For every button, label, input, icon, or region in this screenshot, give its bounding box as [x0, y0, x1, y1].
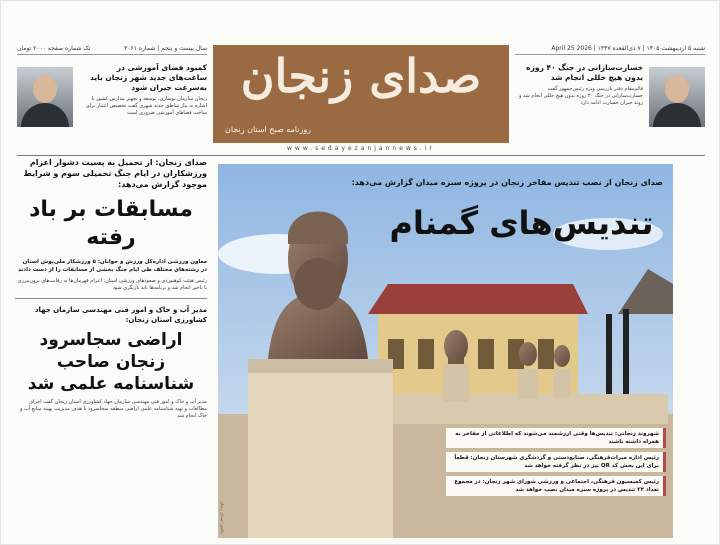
caption-item: رئیس کمیسیون فرهنگی، اجتماعی و ورزشی شورای شهر زنجان: در مجموع تعداد ۲۴ تندیس در پروژه سبزه میدان نصب خواهد شد — [446, 476, 666, 496]
teaser-left-headline: کمبود فضای آموزشی در ساعت‌های جدید شهر زنجان باید به‌سرعت جبران شود — [89, 63, 207, 92]
masthead-left-info — [17, 45, 207, 55]
teaser-left-photo — [17, 67, 73, 127]
caption-item: رئیس اداره میراث‌فرهنگی، صنایع‌دستی و گردشگری شهرستان زنجان: قطعاً برای این بخش کد QR نیز در نظر گرفته خواهد شد — [446, 452, 666, 472]
teaser-right — [515, 63, 705, 133]
caption-item: شهروند زنجانی: تندیس‌ها وقتی ارزشمند می‌شوند که اطلاعاتی از مفاخر به همراه داشته باشند — [446, 428, 666, 448]
column-divider — [15, 298, 207, 299]
main-story-kicker: صدای زنجان از نصب تندیس مفاخر زنجان در پروژه سبزه میدان گزارش می‌دهد: — [351, 178, 663, 187]
site-url: www.sedayezanjannews.ir — [287, 145, 435, 152]
newspaper-logo — [213, 45, 509, 143]
second-story-kicker: مدیر آب و خاک و امور فنی مهندسی سازمان جهاد کشاورزی استان زنجان: — [34, 306, 207, 324]
masthead — [17, 37, 705, 152]
teaser-right-body: قائم‌مقام دفتر بازرسی ویژه رئیس‌جمهور گفت خسارت‌سازانی در جنگ ۴۰ روزه بدون هیچ خللی انجام شد و روند جبران خسارت ادامه دارد — [518, 86, 643, 106]
main-story-title: تندیس‌های گمنام — [389, 204, 654, 242]
left-column — [15, 157, 207, 537]
second-story-body: مدیر آب و خاک و امور فنی مهندسی سازمان جهاد کشاورزی استان زنجان گفت اجرای مطالعات و تهیه شناسنامه علمی اراضی منطقه سجاسرود با هدف مدیریت بهینه منابع آب و خاک انجام شد — [20, 399, 207, 419]
logo-subtitle: روزنامه صبح استان زنجان — [225, 125, 312, 134]
masthead-right-info — [515, 45, 705, 55]
main-story-captions — [446, 428, 666, 500]
photo-credit: عکس: صدای زنجان — [220, 500, 225, 534]
masthead-rule — [17, 155, 705, 156]
logo-text: صدای زنجان — [240, 49, 482, 103]
main-story — [218, 164, 673, 538]
left-story-lead: معاون ورزشی اداره‌کل ورزش و جوانان: ۵ ورزشکار ملی‌پوش استان در رشته‌های مختلف طی ایام جنگ بخشی از مسابقات را از دست دادند — [18, 259, 207, 273]
left-story-kicker: صدای زنجان: از تحمیل به پسیت دشوار اعزام ورزشکاران در ایام جنگ تحمیلی سوم و شرایط موجود گزارش می‌دهد: — [23, 158, 207, 189]
second-story-title: اراضی سجاسرود زنجان صاحب شناسنامه علمی شد — [27, 330, 195, 394]
teaser-left — [17, 63, 207, 133]
left-story-title: مسابقات بر باد رفته — [29, 197, 193, 250]
price: تک شماره صفحه ۲۰۰۰ تومان — [17, 45, 91, 52]
left-story-body: رئیس هیئت کوهنوردی و صعودهای ورزشی استان: اعزام قهرمان‌ها به رقابت‌های برون‌مرزی با تاخیر انجام شد و برنامه‌ها باید بازنگری شود — [17, 278, 207, 291]
issue-date: شنبه ۵ اردیبهشت ۱۴۰۵ | ۷ ذی‌القعده ۱۴۴۷ | April 25 2026 — [551, 45, 705, 52]
year-issue: سال بیست و پنجم | شماره ۳۰۶۱ — [124, 45, 207, 52]
teaser-right-photo — [649, 67, 705, 127]
teaser-right-headline: خسارت‌سازانی در جنگ ۴۰ روزه بدون هیچ خللی انجام شد — [526, 63, 643, 82]
teaser-left-body: زنجان سازمان نوسازی، توسعه و تجهیز مدارس کشور با اشاره به نیاز مناطق جدید شهری گفت تخصیص اعتبار برای ساخت فضاهای آموزشی ضروری است — [85, 96, 207, 116]
